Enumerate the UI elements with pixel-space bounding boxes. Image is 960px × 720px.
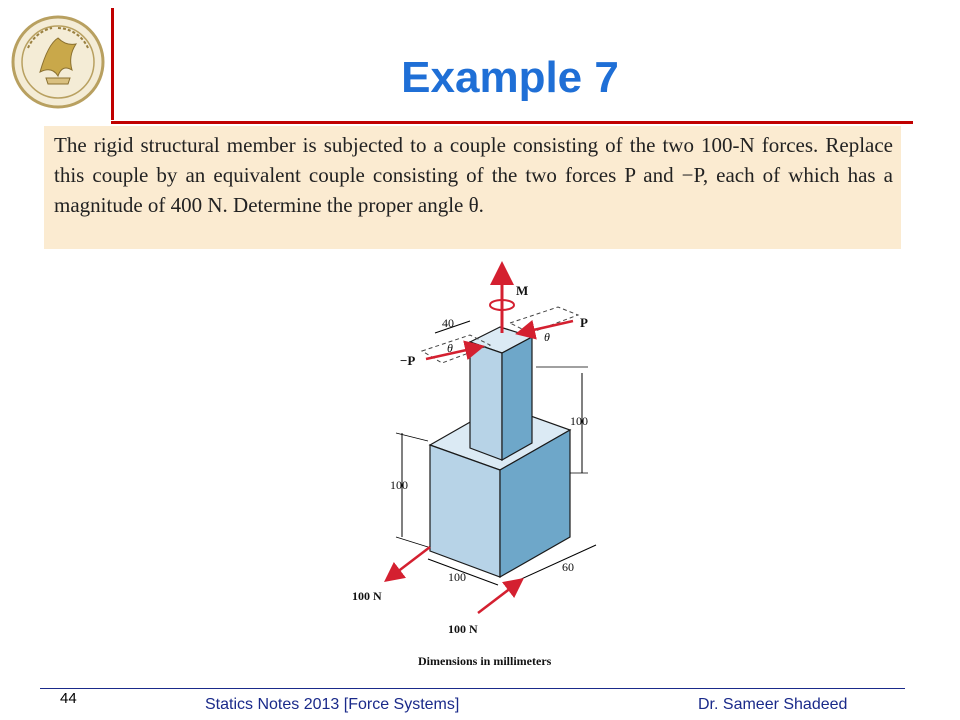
slide-title: Example 7 [401,53,619,102]
dim-ext-line [396,537,428,547]
theta-right-label: θ [544,330,550,344]
dim-100-upper-label: 100 [570,414,588,428]
negp-label: −P [400,353,416,368]
dim-100-bottom-label: 100 [448,570,466,584]
dim-40-label: 40 [442,316,454,330]
dim-ext-line [396,433,428,441]
footer-rule [40,688,905,689]
column-front [470,342,502,460]
column-side [502,337,532,460]
force-left-label: 100 N [352,589,382,603]
force-left-arrow [388,547,430,579]
structural-member-figure [330,255,630,675]
moment-label: M [516,283,529,298]
university-seal-logo [10,14,106,110]
problem-statement: The rigid structural member is subjected to a couple consisting of the two 100-N forces. Replace this couple by an equivalent couple consisting of the two forces P and −P, each of which has a magnitude of 400 N. Determine the proper angle θ. [44,126,901,249]
page-number: 44 [60,690,77,707]
dim-100-left-label: 100 [390,478,408,492]
dim-60-label: 60 [562,560,574,574]
footer-course-title: Statics Notes 2013 [Force Systems] [205,696,460,713]
footer-author: Dr. Sameer Shadeed [698,696,848,713]
title-horizontal-rule [111,121,913,124]
force-right-label: 100 N [448,622,478,636]
force-right-arrow [478,581,520,613]
title-vertical-rule [111,8,114,120]
figure-caption: Dimensions in millimeters [418,654,552,668]
p-label: P [580,315,588,330]
theta-left-label: θ [447,341,453,355]
